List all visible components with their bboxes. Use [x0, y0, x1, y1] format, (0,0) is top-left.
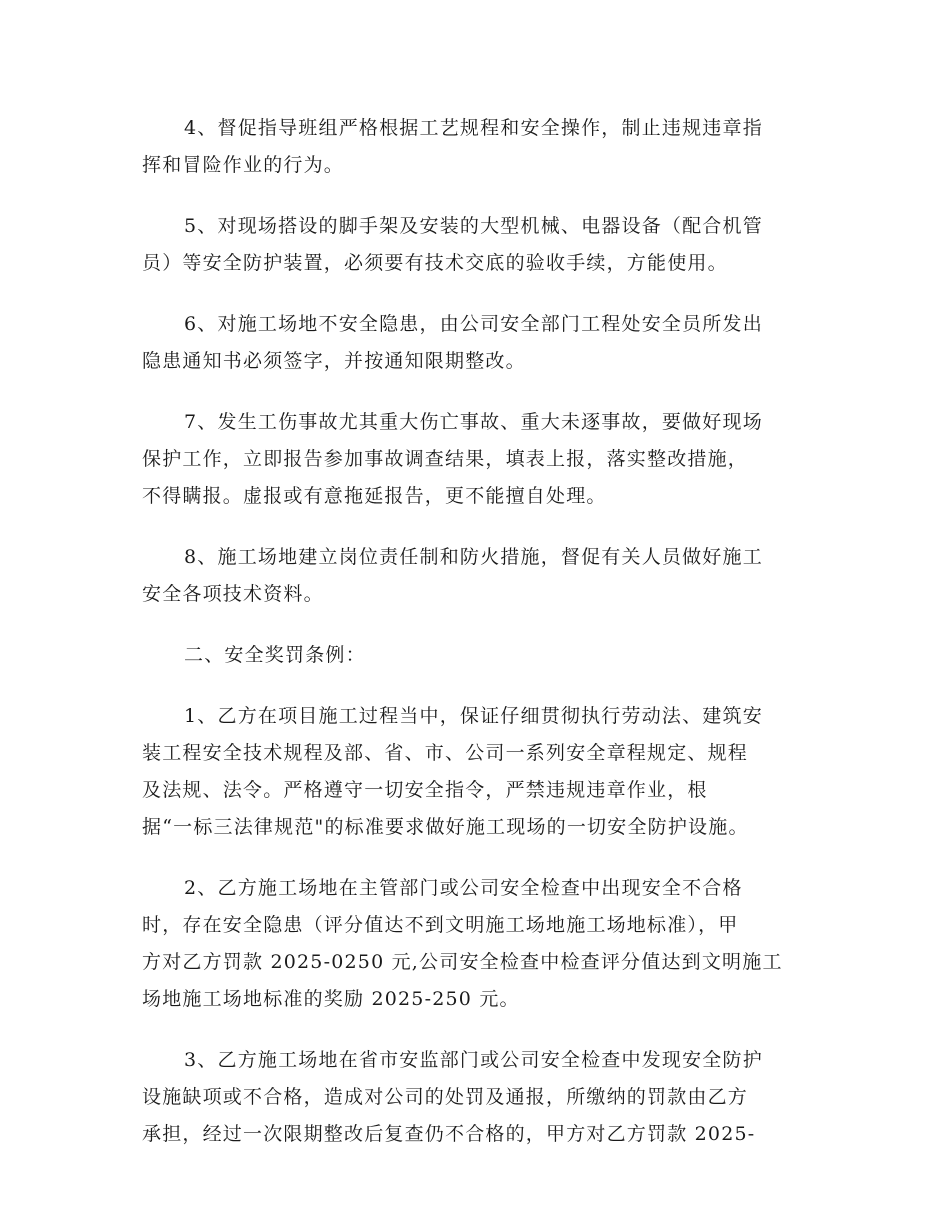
paragraph-item-7 [142, 404, 812, 515]
text-line: 场地施工场地标准的奖励 2025-250 元。 [142, 988, 520, 1010]
text-line: 隐患通知书必须签字，并按通知限期整改。 [142, 350, 526, 372]
text-line: 1、乙方在项目施工过程当中，保证仔细贯彻执行劳动法、建筑安 [184, 705, 763, 727]
text-line: 员）等安全防护装置，必须要有技术交底的验收手续，方能使用。 [142, 252, 728, 274]
text-line: 据“一标三法律规范"的标准要求做好施工现场的一切安全防护设施。 [142, 816, 749, 838]
document-body [142, 110, 812, 1177]
text-line: 2、乙方施工场地在主管部门或公司安全检查中出现安全不合格 [184, 877, 743, 899]
text-line: 方对乙方罚款 2025-0250 元,公司安全检查中检查评分值达到文明施工 [142, 951, 783, 973]
text-line: 6、对施工场地不安全隐患，由公司安全部门工程处安全员所发出 [184, 313, 763, 335]
text-line: 时，存在安全隐患（评分值达不到文明施工场地施工场地标准），甲 [142, 914, 739, 936]
text-line: 7、发生工伤事故尤其重大伤亡事故、重大未逐事故，要做好现场 [184, 411, 763, 433]
section-heading-text: 二、安全奖罚条例： [184, 644, 366, 666]
paragraph-item-4 [142, 110, 812, 184]
text-line: 4、督促指导班组严格根据工艺规程和安全操作，制止违规违章指 [184, 117, 763, 139]
text-line: 设施缺项或不合格，造成对公司的处罚及通报，所缴纳的罚款由乙方 [142, 1086, 749, 1108]
text-line: 承担，经过一次限期整改后复查仍不合格的，甲方对乙方罚款 2025- [142, 1123, 756, 1145]
text-line: 3、乙方施工场地在省市安监部门或公司安全检查中发现安全防护 [184, 1049, 763, 1071]
text-line: 5、对现场搭设的脚手架及安装的大型机械、电器设备（配合机管 [184, 215, 763, 237]
section-heading [142, 637, 812, 674]
paragraph-rule-3 [142, 1042, 812, 1153]
paragraph-item-8 [142, 539, 812, 613]
paragraph-item-6 [142, 306, 812, 380]
text-line: 安全各项技术资料。 [142, 583, 324, 605]
text-line: 挥和冒险作业的行为。 [142, 154, 345, 176]
text-line: 装工程安全技术规程及部、省、市、公司一系列安全章程规定、规程 [142, 742, 749, 764]
text-line: 8、施工场地建立岗位责任制和防火措施，督促有关人员做好施工 [184, 546, 763, 568]
paragraph-rule-1 [142, 698, 812, 846]
text-line: 保护工作，立即报告参加事故调查结果，填表上报，落实整改措施， [142, 448, 749, 470]
text-line: 不得瞒报。虚报或有意拖延报告，更不能擅自处理。 [142, 485, 607, 507]
paragraph-rule-2 [142, 870, 812, 1018]
paragraph-item-5 [142, 208, 812, 282]
text-line: 及法规、法令。严格遵守一切安全指令，严禁违规违章作业，根 [142, 779, 708, 801]
